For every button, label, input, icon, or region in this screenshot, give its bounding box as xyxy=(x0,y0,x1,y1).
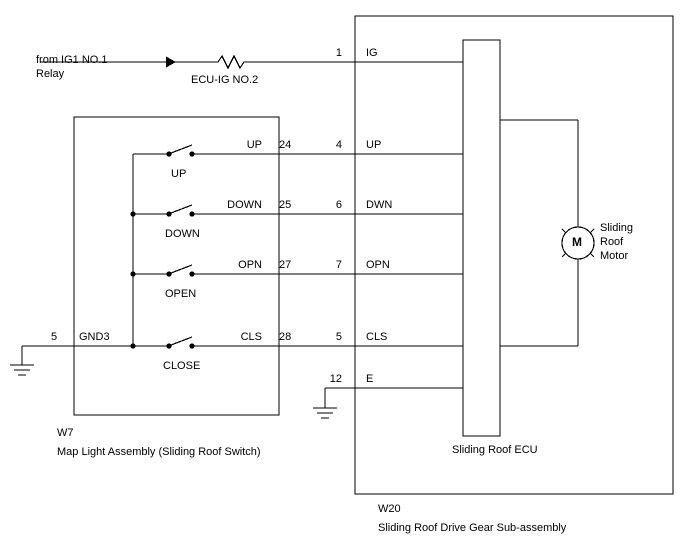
switch-signal-cls: CLS xyxy=(240,331,262,343)
ecu-label: Sliding Roof ECU xyxy=(452,444,538,456)
motor-label-line3: Motor xyxy=(600,250,629,262)
right-connector-id: W20 xyxy=(378,503,401,515)
switch-pin-down: 25 xyxy=(279,199,292,211)
left-connector-caption: Map Light Assembly (Sliding Roof Switch) xyxy=(57,446,261,458)
switch-label-open: OPEN xyxy=(165,288,197,300)
ecu-pin-number-dwn: 6 xyxy=(335,199,342,211)
switch-label-up: UP xyxy=(171,168,187,180)
switch-pin-opn: 27 xyxy=(279,259,292,271)
right-connector-caption: Sliding Roof Drive Gear Sub-assembly xyxy=(378,522,567,534)
ecu-pin-number-opn: 7 xyxy=(335,259,342,271)
motor-label-line1: Sliding xyxy=(600,222,634,234)
motor-label-line2: Roof xyxy=(600,236,624,248)
ecu-pin-name-up: UP xyxy=(366,139,382,151)
ecu-pin-number-up: 4 xyxy=(335,139,342,151)
fuse-label: ECU-IG NO.2 xyxy=(191,74,259,86)
motor-symbol: M xyxy=(572,235,582,249)
ecu-pin-name-dwn: DWN xyxy=(366,199,393,211)
ecu-pin-name-ig: IG xyxy=(366,47,378,59)
switch-signal-opn: OPN xyxy=(238,259,262,271)
left-connector-id: W7 xyxy=(57,427,74,439)
switch-pin-cls: 28 xyxy=(279,331,292,343)
ecu-pin-name-cls: CLS xyxy=(366,331,388,343)
ecu-pin-number-cls: 5 xyxy=(335,331,342,343)
switch-signal-down: DOWN xyxy=(227,199,262,211)
source-label-line1: from IG1 NO.1 xyxy=(36,54,108,66)
switch-pin-up: 24 xyxy=(279,139,292,151)
ecu-pin-number-ig: 1 xyxy=(335,47,342,59)
source-label-line2: Relay xyxy=(36,68,65,80)
ecu-pin-name-opn: OPN xyxy=(366,259,390,271)
ecu-pin-name-e: E xyxy=(366,373,374,385)
switch-signal-up: UP xyxy=(246,139,262,151)
switch-ground-pin-number: 5 xyxy=(51,331,58,343)
switch-label-down: DOWN xyxy=(165,228,200,240)
ecu-pin-number-e: 12 xyxy=(329,373,342,385)
switch-ground-pin-name: GND3 xyxy=(79,331,110,343)
switch-label-close: CLOSE xyxy=(163,360,201,372)
